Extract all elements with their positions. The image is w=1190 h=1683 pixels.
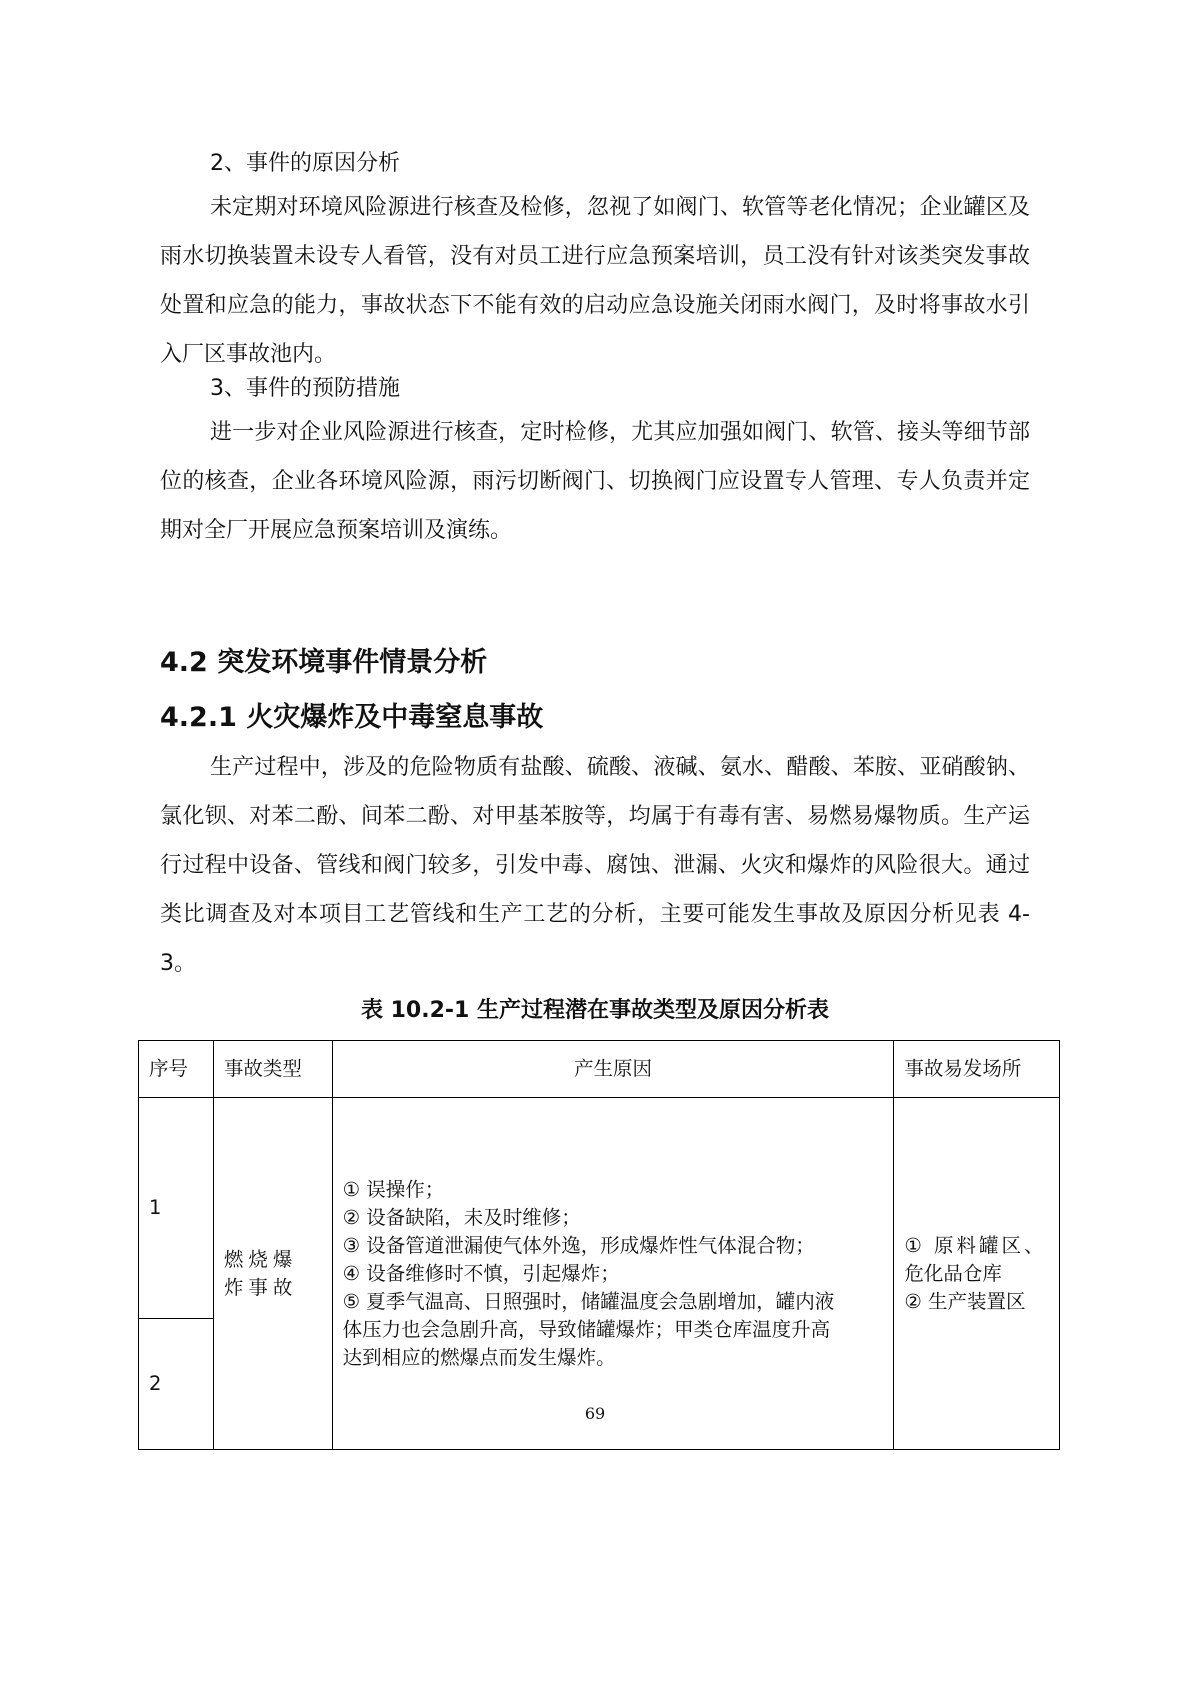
table-row [139,1098,1060,1319]
accident-type-text: 燃烧爆炸事故 [223,1247,298,1299]
prevention-text: 进一步对企业风险源进行核查，定时检修，尤其应加强如阀门、软管、接头等细节部位的核查，企业各环境风险源，雨污切断阀门、切换阀门应设置专人管理、专人负责并定期对全厂开展应急预案培训及演练。 [160,420,1030,543]
location-line: ② 生产装置区 [904,1289,1026,1313]
table-caption: 表 10.2-1 生产过程潜在事故类型及原因分析表 [360,998,830,1023]
row-number: 2 [139,1319,214,1450]
cause-line: ④ 设备维修时不慎，引起爆炸； [342,1261,620,1285]
header-cause: 产生原因 [332,1041,894,1098]
header-accident-type: 事故类型 [213,1041,332,1098]
cause-analysis-text: 未定期对环境风险源进行核查及检修，忽视了如阀门、软管等老化情况；企业罐区及雨水切换装置未设专人看管，没有对员工进行应急预案培训，员工没有针对该类突发事故处置和应急的能力，事故状态下不能有效的启动应急设施关闭雨水阀门，及时将事故水引入厂区事故池内。 [160,195,1030,367]
cause-cell [332,1098,894,1450]
header-location: 事故易发场所 [894,1041,1060,1098]
section-heading-4-2: 4.2 突发环境事件情景分析 [160,647,488,678]
location-line: 危化品仓库 [904,1261,1002,1285]
section-heading-4-2-1: 4.2.1 火灾爆炸及中毒窒息事故 [160,702,544,733]
accident-analysis-table [138,1040,1060,1450]
row-number: 1 [139,1098,214,1319]
cause-line: ② 设备缺陷，未及时维修； [342,1205,581,1229]
cause-line: 体压力也会急剧升高，导致储罐爆炸；甲类仓库温度升高 [342,1317,831,1341]
cause-analysis-heading: 2、事件的原因分析 [210,151,400,176]
table-header-row [139,1041,1060,1098]
page-number: 69 [584,1404,606,1423]
location-line: ① 原料罐区、 [904,1233,1047,1257]
cause-line: 达到相应的燃爆点而发生爆炸。 [342,1345,616,1369]
accident-type-cell [213,1098,332,1450]
prevention-heading: 3、事件的预防措施 [210,376,400,401]
header-index: 序号 [139,1041,214,1098]
cause-line: ③ 设备管道泄漏使气体外逸，形成爆炸性气体混合物； [342,1233,815,1257]
cause-line: ⑤ 夏季气温高、日照强时，储罐温度会急剧增加，罐内液 [342,1289,835,1313]
location-cell [894,1098,1060,1450]
intro-paragraph: 生产过程中，涉及的危险物质有盐酸、硫酸、液碱、氨水、醋酸、苯胺、亚硝酸钠、氯化钡、对苯二酚、间苯二酚、对甲基苯胺等，均属于有毒有害、易燃易爆物质。生产运行过程中设备、管线和阀门较多，引发中毒、腐蚀、泄漏、火灾和爆炸的风险很大。通过类比调查及对本项目工艺管线和生产工艺的分析，主要可能发生事故及原因分析见表 4-3。 [160,755,1030,976]
cause-line: ① 误操作； [342,1177,445,1201]
